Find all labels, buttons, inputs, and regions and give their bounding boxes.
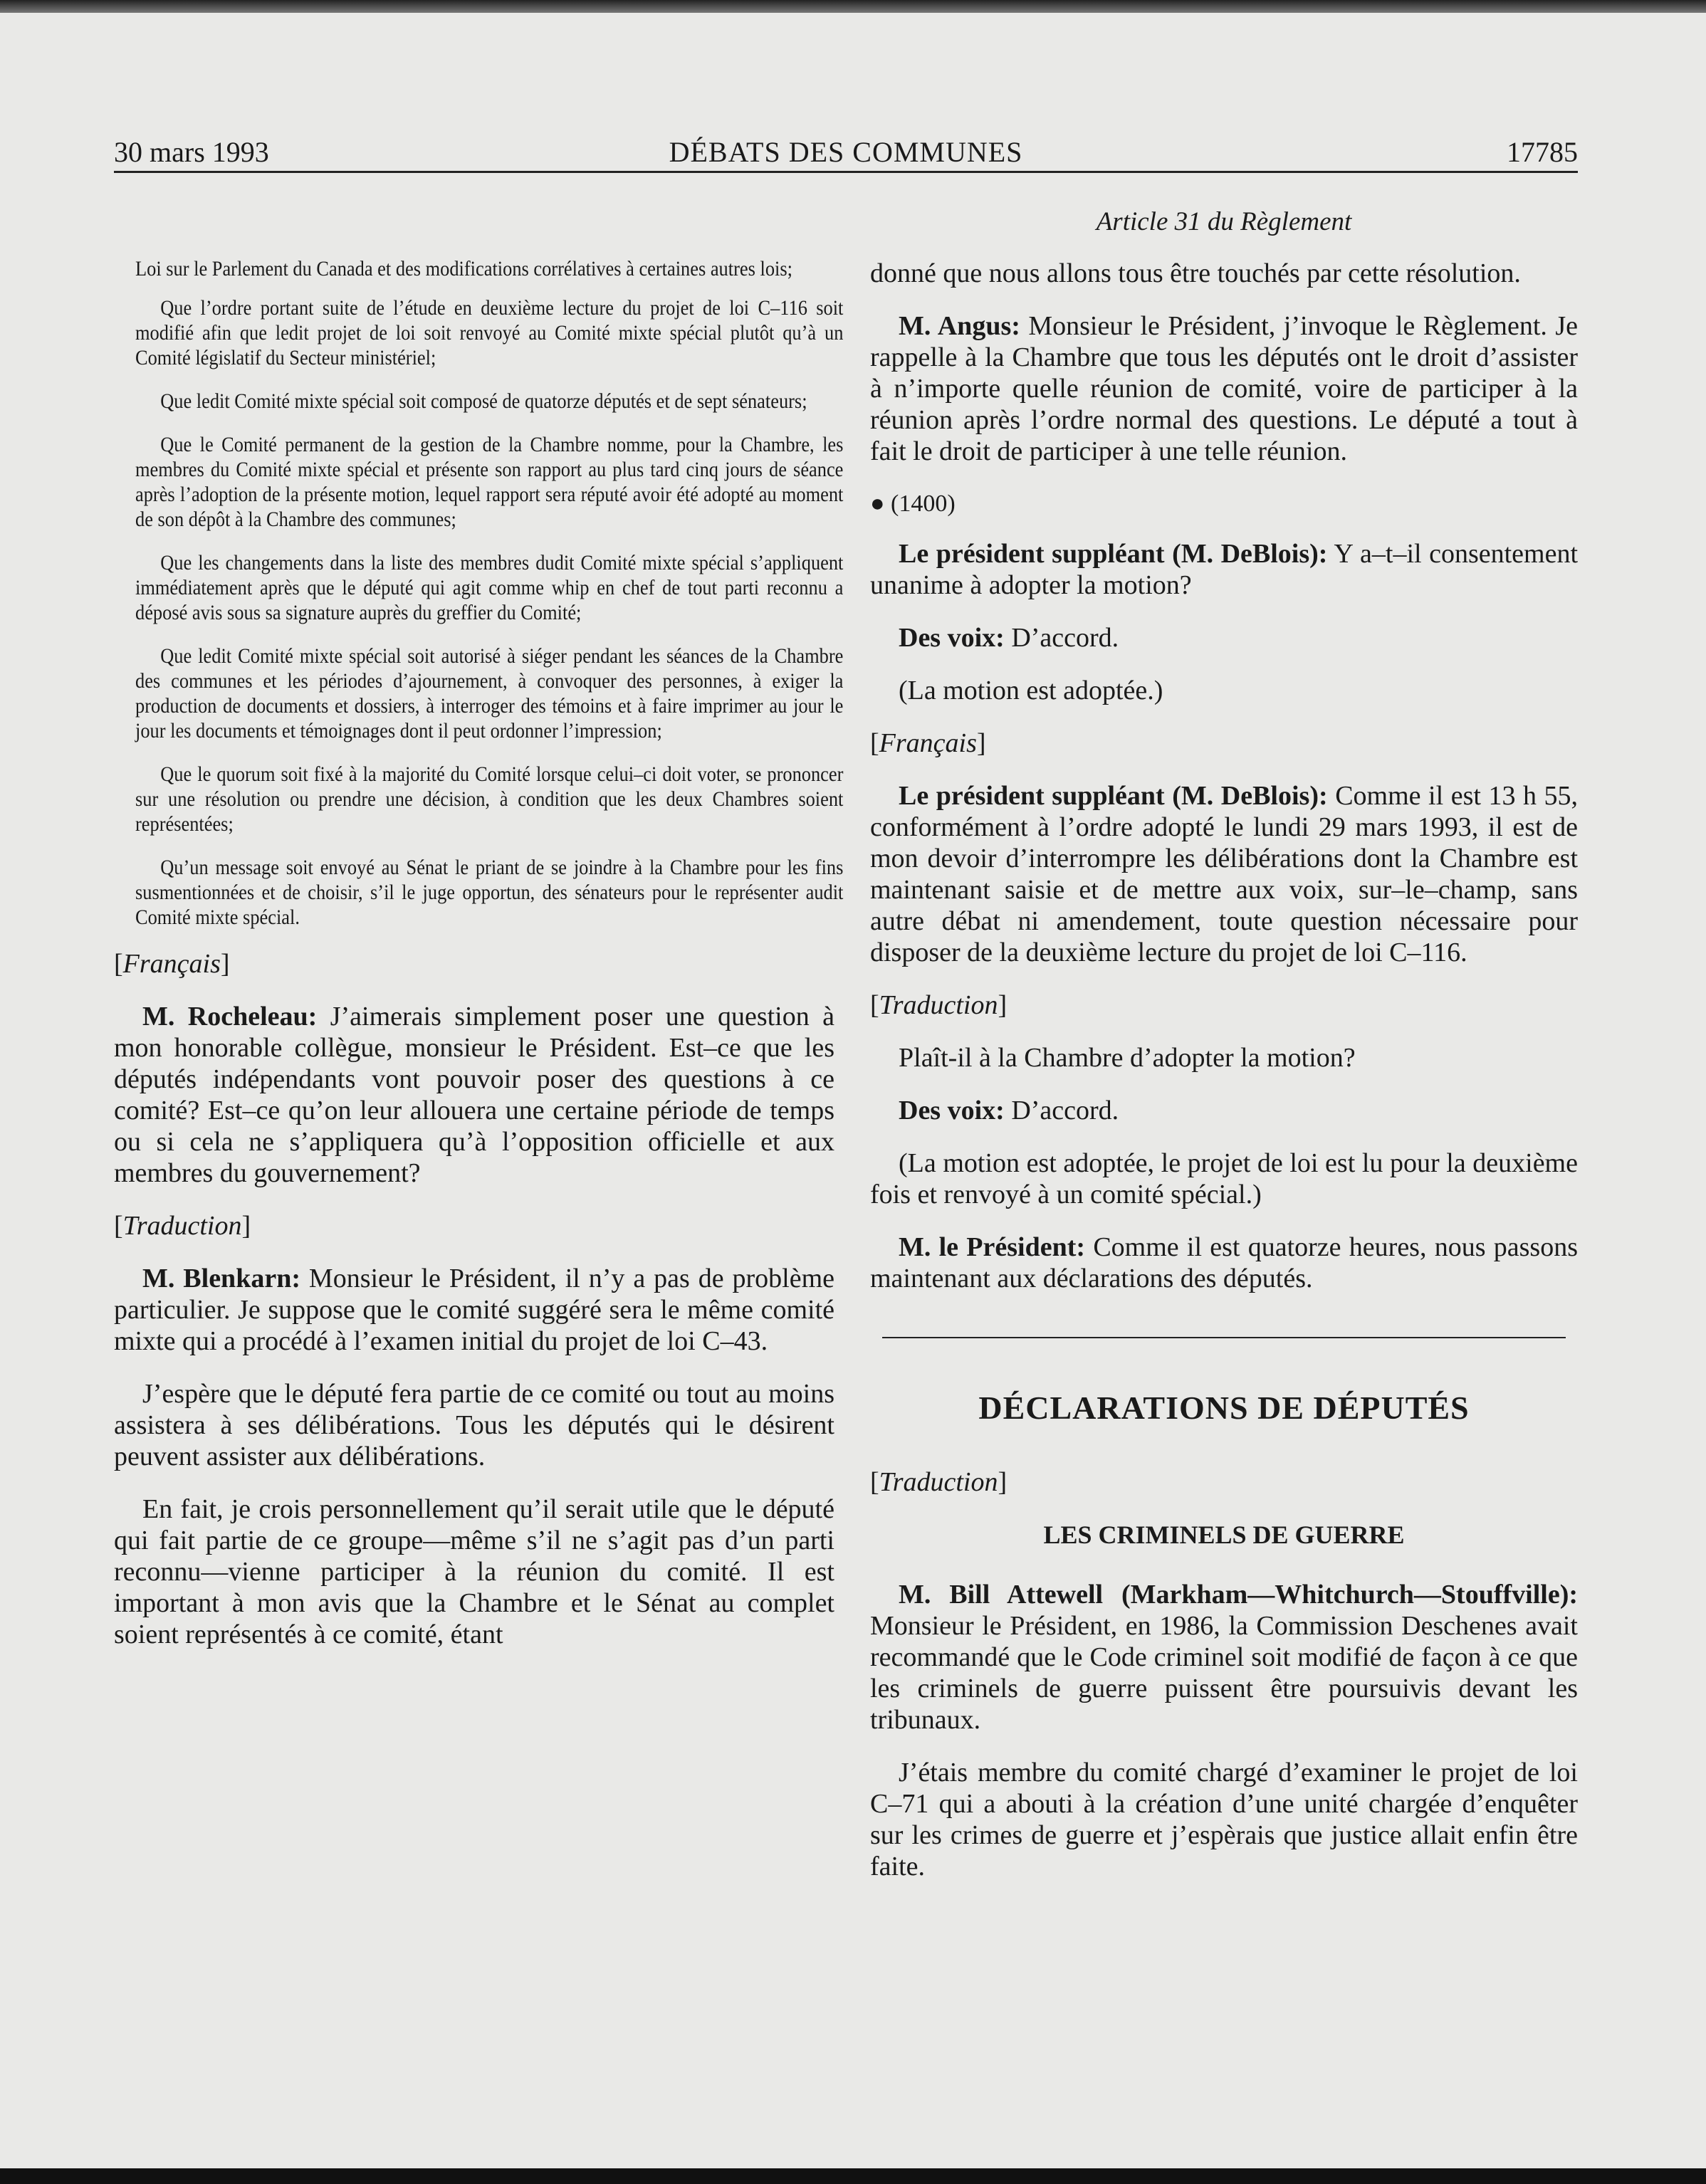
speaker-name: M. le Président:	[899, 1232, 1086, 1262]
motion-paragraph: Que ledit Comité mixte spécial soit autorisé à siéger pendant les séances de la Chambre des communes et les périodes d’ajournement, à convoquer des personnes, à exiger la production de documents et dossiers, à interroger des témoins et à faire imprimer au jour le jour les documents et témoignages dont il peut ordonner l’impression;	[135, 644, 844, 742]
section-heading: DÉCLARATIONS DE DÉPUTÉS	[978, 1390, 1470, 1426]
motion-paragraph: Que les changements dans la liste des membres dudit Comité mixte spécial s’appliquent immédiatement après que le député qui agit comme whip en chef de tout parti reconnu a déposé avis sous sa signature auprès du greffier du Comité;	[135, 551, 844, 624]
speech-deblois: Le président suppléant (M. DeBlois): Y a–t–il consentement unanime à adopter la motion?	[870, 539, 1579, 600]
speech-president: M. le Président: Comme il est quatorze heures, nous passons maintenant aux déclarations des députés.	[870, 1232, 1579, 1293]
language-tag: [Français]	[114, 949, 230, 979]
speaker-name: M. Blenkarn:	[142, 1264, 300, 1293]
right-column	[870, 258, 1578, 1904]
bullet-icon: ●	[870, 490, 885, 517]
motion-paragraph: Que le quorum soit fixé à la majorité du Comité lorsque celui–ci doit voter, se prononcer sur une résolution ou prendre une décision, à condition que les deux Chambres soient représentées;	[135, 762, 844, 836]
speaker-name: Des voix:	[899, 1096, 1005, 1125]
motion-result: (La motion est adoptée.)	[899, 676, 1163, 705]
motion-paragraph: Que l’ordre portant suite de l’étude en deuxième lecture du projet de loi C–116 soit modifié afin que ledit projet de loi soit renvoyé au Comité mixte spécial plutôt qu’à un Comité législatif du Secteur ministériel;	[135, 296, 844, 369]
motion-result-2: (La motion est adoptée, le projet de loi est lu pour la deuxième fois et renvoyé à un comité spécial.)	[870, 1148, 1578, 1209]
motion-text	[135, 256, 843, 930]
motion-paragraph: Loi sur le Parlement du Canada et des modifications corrélatives à certaines autres lois;	[135, 257, 792, 280]
speech-angus: M. Angus: Monsieur le Président, j’invoque le Règlement. Je rappelle à la Chambre que tous les députés ont le droit d’assister à n’importe quelle réunion de comité, voire de participer à la réunion après l’ordre normal des questions. Le député a tout à fait le droit de participer à une telle réunion.	[870, 311, 1578, 466]
language-tag: [Traduction]	[114, 1211, 251, 1241]
speaker-name: Le président suppléant (M. DeBlois):	[899, 539, 1328, 569]
speech-paragraph: J’espère que le député fera partie de ce comité ou tout au moins assistera à ses délibérations. Tous les députés qui le désirent peuvent assister aux délibérations.	[114, 1379, 834, 1471]
motion-paragraph: Qu’un message soit envoyé au Sénat le priant de se joindre à la Chambre pour les fins susmentionnées et de choisir, s’il le juge opportun, des sénateurs pour le représenter audit Comité mixte spécial.	[135, 856, 844, 929]
header-title: DÉBATS DES COMMUNES	[669, 136, 1023, 168]
header-date: 30 mars 1993	[114, 136, 269, 168]
speech-paragraph: J’étais membre du comité chargé d’examiner le projet de loi C–71 qui a abouti à la création d’une unité chargée d’enquêter sur les crimes de guerre et j’espèrais que justice allait enfin être faite.	[870, 1758, 1578, 1881]
section-divider	[882, 1337, 1566, 1338]
speech-blenkarn: M. Blenkarn: Monsieur le Président, il n’y a pas de problème particulier. Je suppose que le comité suggéré sera le même comité mixte qui a procédé à l’examen initial du projet de loi C–43.	[114, 1264, 834, 1356]
header-rule	[114, 171, 1578, 173]
speaker-name: M. Rocheleau:	[142, 1002, 318, 1031]
sub-heading: LES CRIMINELS DE GUERRE	[1043, 1521, 1405, 1549]
time-marker: ● (1400)	[870, 490, 956, 517]
speech-rocheleau: M. Rocheleau: J’aimerais simplement poser une question à mon honorable collègue, monsieur le Président. Est–ce que les députés indépendants vont pouvoir poser des questions à ce comité? Est–ce qu’on leur allouera une certaine période de temps ou si cela ne s’appliquera qu’à l’opposition officielle et aux membres du gouvernement?	[114, 1002, 834, 1188]
speech-deblois-2: Le président suppléant (M. DeBlois): Comme il est 13 h 55, conformément à l’ordre adopté le lundi 29 mars 1993, il est de mon devoir d’interrompre les délibérations dont la Chambre est maintenant saisie et de mettre aux voix, sur–le–champ, sans autre débat ni amendement, toute question nécessaire pour disposer de la deuxième lecture du projet de loi C–116.	[870, 781, 1579, 967]
speech-voices-2: Des voix: D’accord.	[899, 1096, 1119, 1125]
header-page-number: 17785	[1507, 136, 1578, 168]
speech-paragraph: En fait, je crois personnellement qu’il serait utile que le député qui fait partie de ce groupe—même s’il ne s’agit pas d’un parti reconnu—vienne participer à la réunion du comité. Il est important à mon avis que la Chambre et le Sénat au complet soient représentés à ce comité, étant	[114, 1494, 834, 1649]
speaker-name: Le président suppléant (M. DeBlois):	[899, 781, 1328, 811]
speech-continuation: donné que nous allons tous être touchés par cette résolution.	[870, 258, 1521, 288]
page-header	[114, 130, 1578, 175]
question-text: Plaît-il à la Chambre d’adopter la motion?	[899, 1043, 1356, 1073]
speech-voices: Des voix: D’accord.	[899, 623, 1119, 653]
language-tag: [Français]	[870, 728, 986, 758]
speech-attewell: M. Bill Attewell (Markham—Whitchurch—Stouffville): Monsieur le Président, en 1986, la Commission Deschenes avait recommandé que le Code criminel soit modifié de façon à ce que les criminels de guerre puissent être poursuivis devant les tribunaux.	[870, 1580, 1578, 1735]
language-tag: [Traduction]	[870, 1467, 1008, 1497]
speaker-name: M. Angus:	[899, 311, 1020, 341]
speaker-name: Des voix:	[899, 623, 1005, 653]
motion-paragraph: Que le Comité permanent de la gestion de la Chambre nomme, pour la Chambre, les membres du Comité mixte spécial et présente son rapport au plus tard cinq jours de séance après l’adoption de la présente motion, lequel rapport sera réputé avoir été adopté au moment de son dépôt à la Chambre des communes;	[135, 433, 844, 531]
language-tag: [Traduction]	[870, 990, 1008, 1020]
speaker-name: M. Bill Attewell (Markham—Whitchurch—Stouffville):	[899, 1580, 1578, 1610]
scan-top-edge	[0, 0, 1706, 13]
running-head: Article 31 du Règlement	[1096, 207, 1352, 236]
motion-paragraph: Que ledit Comité mixte spécial soit composé de quatorze députés et de sept sénateurs;	[160, 389, 807, 413]
scan-bottom-edge	[0, 2168, 1706, 2184]
left-column	[114, 256, 844, 1671]
